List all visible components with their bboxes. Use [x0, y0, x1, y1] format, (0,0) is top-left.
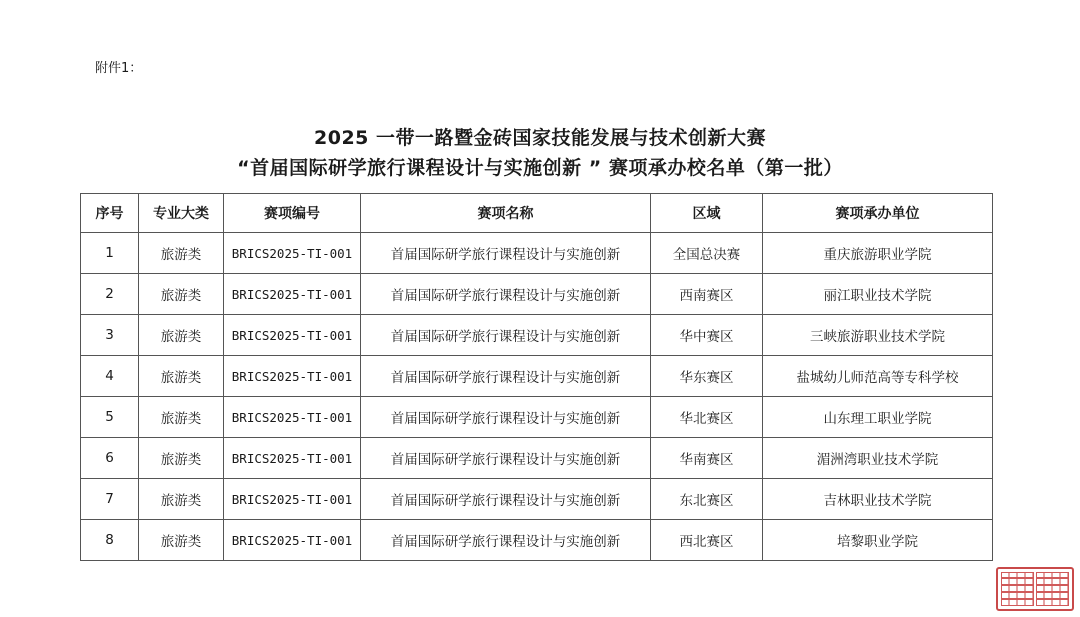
header-index: 序号	[81, 194, 139, 233]
table-row	[81, 479, 993, 520]
cell-event-name: 首届国际研学旅行课程设计与实施创新	[361, 233, 651, 274]
table-row	[81, 274, 993, 315]
cell-region: 华东赛区	[651, 356, 763, 397]
cell-host-unit: 培黎职业学院	[763, 520, 993, 561]
cell-event-code: BRICS2025-TI-001	[224, 520, 361, 561]
seal-glyph-right	[1036, 572, 1069, 606]
cell-index: 7	[81, 479, 139, 520]
table-row	[81, 356, 993, 397]
cell-event-code: BRICS2025-TI-001	[224, 315, 361, 356]
cell-index: 8	[81, 520, 139, 561]
cell-host-unit: 山东理工职业学院	[763, 397, 993, 438]
cell-event-name: 首届国际研学旅行课程设计与实施创新	[361, 315, 651, 356]
cell-event-code: BRICS2025-TI-001	[224, 274, 361, 315]
cell-index: 6	[81, 438, 139, 479]
cell-event-code: BRICS2025-TI-001	[224, 356, 361, 397]
table-row	[81, 520, 993, 561]
document-title: 2025 一带一路暨金砖国家技能发展与技术创新大赛	[314, 127, 766, 149]
cell-event-name: 首届国际研学旅行课程设计与实施创新	[361, 438, 651, 479]
cell-host-unit: 丽江职业技术学院	[763, 274, 993, 315]
cell-region: 西北赛区	[651, 520, 763, 561]
cell-host-unit: 盐城幼儿师范高等专科学校	[763, 356, 993, 397]
header-major: 专业大类	[139, 194, 224, 233]
cell-event-code: BRICS2025-TI-001	[224, 479, 361, 520]
document-subtitle: “首届国际研学旅行课程设计与实施创新 ” 赛项承办校名单（第一批）	[237, 157, 843, 179]
table-row	[81, 233, 993, 274]
cell-index: 4	[81, 356, 139, 397]
host-school-table	[80, 193, 993, 561]
cell-index: 5	[81, 397, 139, 438]
cell-major: 旅游类	[139, 356, 224, 397]
cell-major: 旅游类	[139, 315, 224, 356]
cell-region: 华北赛区	[651, 397, 763, 438]
cell-major: 旅游类	[139, 397, 224, 438]
cell-event-name: 首届国际研学旅行课程设计与实施创新	[361, 520, 651, 561]
cell-region: 华南赛区	[651, 438, 763, 479]
cell-region: 华中赛区	[651, 315, 763, 356]
cell-event-name: 首届国际研学旅行课程设计与实施创新	[361, 397, 651, 438]
cell-host-unit: 吉林职业技术学院	[763, 479, 993, 520]
table-header-row	[81, 194, 993, 233]
table-row	[81, 438, 993, 479]
cell-event-name: 首届国际研学旅行课程设计与实施创新	[361, 274, 651, 315]
cell-index: 3	[81, 315, 139, 356]
cell-major: 旅游类	[139, 233, 224, 274]
header-event-name: 赛项名称	[361, 194, 651, 233]
cell-event-code: BRICS2025-TI-001	[224, 233, 361, 274]
table-row	[81, 397, 993, 438]
red-seal-stamp-icon	[996, 567, 1074, 611]
cell-region: 全国总决赛	[651, 233, 763, 274]
cell-index: 2	[81, 274, 139, 315]
header-region: 区域	[651, 194, 763, 233]
cell-event-name: 首届国际研学旅行课程设计与实施创新	[361, 479, 651, 520]
attachment-label: 附件1：	[95, 61, 143, 76]
header-event-code: 赛项编号	[224, 194, 361, 233]
cell-major: 旅游类	[139, 274, 224, 315]
cell-event-code: BRICS2025-TI-001	[224, 397, 361, 438]
cell-host-unit: 重庆旅游职业学院	[763, 233, 993, 274]
cell-host-unit: 湄洲湾职业技术学院	[763, 438, 993, 479]
cell-major: 旅游类	[139, 438, 224, 479]
cell-event-name: 首届国际研学旅行课程设计与实施创新	[361, 356, 651, 397]
cell-region: 西南赛区	[651, 274, 763, 315]
cell-major: 旅游类	[139, 520, 224, 561]
table-row	[81, 315, 993, 356]
cell-region: 东北赛区	[651, 479, 763, 520]
seal-glyph-left	[1001, 572, 1034, 606]
cell-major: 旅游类	[139, 479, 224, 520]
header-host-unit: 赛项承办单位	[763, 194, 993, 233]
cell-index: 1	[81, 233, 139, 274]
cell-host-unit: 三峡旅游职业技术学院	[763, 315, 993, 356]
cell-event-code: BRICS2025-TI-001	[224, 438, 361, 479]
